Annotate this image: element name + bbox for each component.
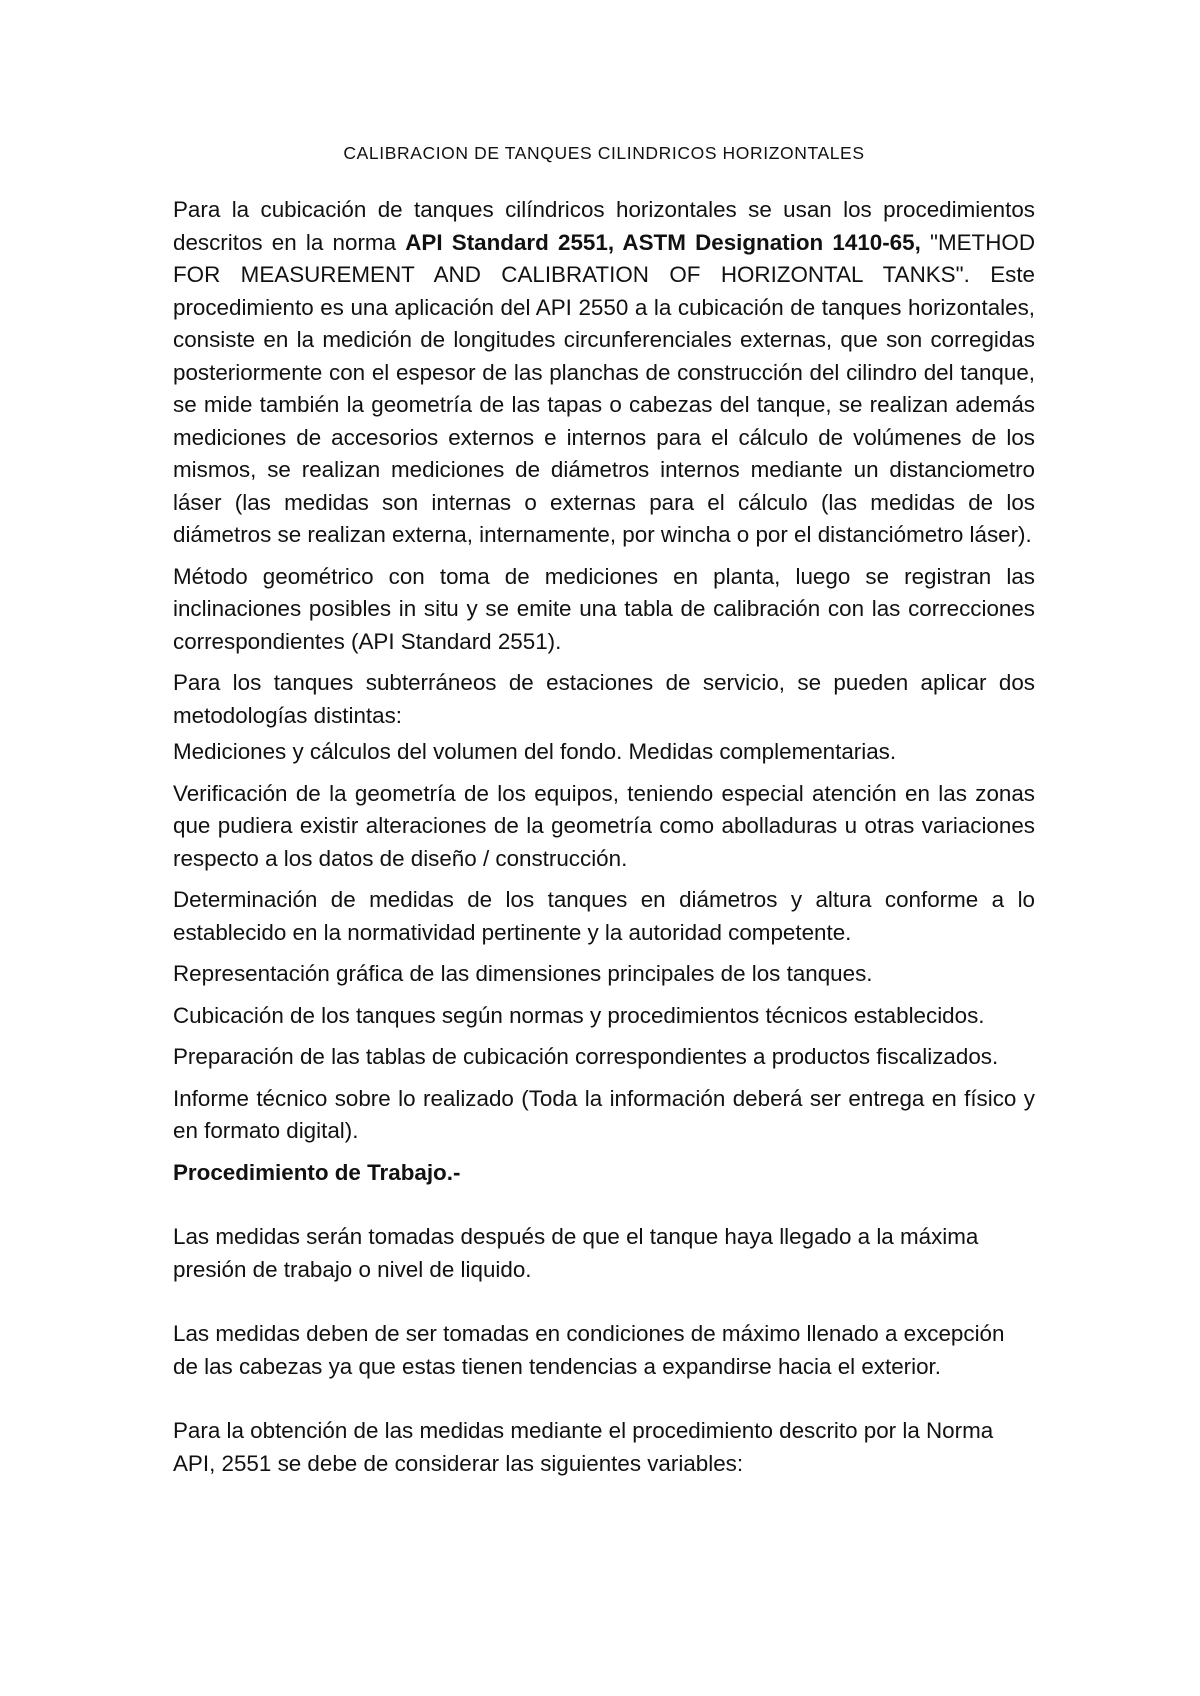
procedure-paragraph: Las medidas deben de ser tomadas en condiciones de máximo llenado a excepción de las cabezas ya que estas tienen tendencias a expandirse hacia el exterior.	[173, 1321, 1005, 1379]
paragraph-report: Informe técnico sobre lo realizado (Toda la información deberá ser entrega en físico y en formato digital).	[173, 1085, 1035, 1143]
intro-text-a: Para la cubicación de tanques cilíndricos horizontales se usan los procedimientos descritos en la norma	[173, 197, 1035, 255]
paragraph-dimensions: Determinación de medidas de los tanques en diámetros y altura conforme a lo establecido en la normatividad pertinente y la autoridad competente.	[173, 887, 1035, 945]
paragraph-geometry-verification: Verificación de la geometría de los equipos, teniendo especial atención en las zonas que pudiera existir alteraciones de la geometría como abolladuras u otras variaciones respecto a los datos de diseño / construcción.	[173, 780, 1035, 871]
paragraph-underground-tanks: Para los tanques subterráneos de estaciones de servicio, se pueden aplicar dos metodologías distintas:	[173, 670, 1035, 728]
paragraph-method: Método geométrico con toma de mediciones en planta, luego se registran las inclinaciones posibles in situ y se emite una tabla de calibración con las correcciones correspondientes (API Standard 2551).	[173, 563, 1035, 654]
document-body	[173, 194, 1035, 1489]
intro-standard-reference: API Standard 2551, ASTM Designation 1410-65,	[405, 229, 921, 255]
section-heading: Procedimiento de Trabajo.-	[173, 1159, 461, 1185]
procedure-paragraph: Para la obtención de las medidas mediante el procedimiento descrito por la Norma API, 2551 se debe de considerar las siguientes variables:	[173, 1418, 994, 1476]
paragraph-tables: Preparación de las tablas de cubicación correspondientes a productos fiscalizados.	[173, 1044, 999, 1069]
intro-paragraph	[173, 194, 1035, 552]
document-title: CALIBRACION DE TANQUES CILINDRICOS HORIZONTALES	[343, 143, 865, 163]
intro-text-b: "METHOD FOR MEASUREMENT AND CALIBRATION OF HORIZONTAL TANKS". Este procedimiento es una aplicación del API 2550 a la cubicación de tanques horizontales, consiste en la medición de longitudes circunferenciales externas, que son corregidas posteriormente con el espesor de las planchas de construcción del cilindro del tanque, se mide también la geometría de las tapas o cabezas del tanque, se realizan además mediciones de accesorios externos e internos para el cálculo de volúmenes de los mismos, se realizan mediciones de diámetros internos mediante un distanciometro láser (las medidas son internas o externas para el cálculo (las medidas de los diámetros se realizan externa, internamente, por wincha o por el distanciómetro láser).	[173, 229, 1035, 547]
procedure-paragraph: Las medidas serán tomadas después de que el tanque haya llegado a la máxima presión de trabajo o nivel de liquido.	[173, 1224, 979, 1282]
paragraph-cubication: Cubicación de los tanques según normas y procedimientos técnicos establecidos.	[173, 1002, 985, 1028]
paragraph-bottom-volume: Mediciones y cálculos del volumen del fondo. Medidas complementarias.	[173, 739, 897, 764]
paragraph-graphic-representation: Representación gráfica de las dimensiones principales de los tanques.	[173, 961, 873, 986]
